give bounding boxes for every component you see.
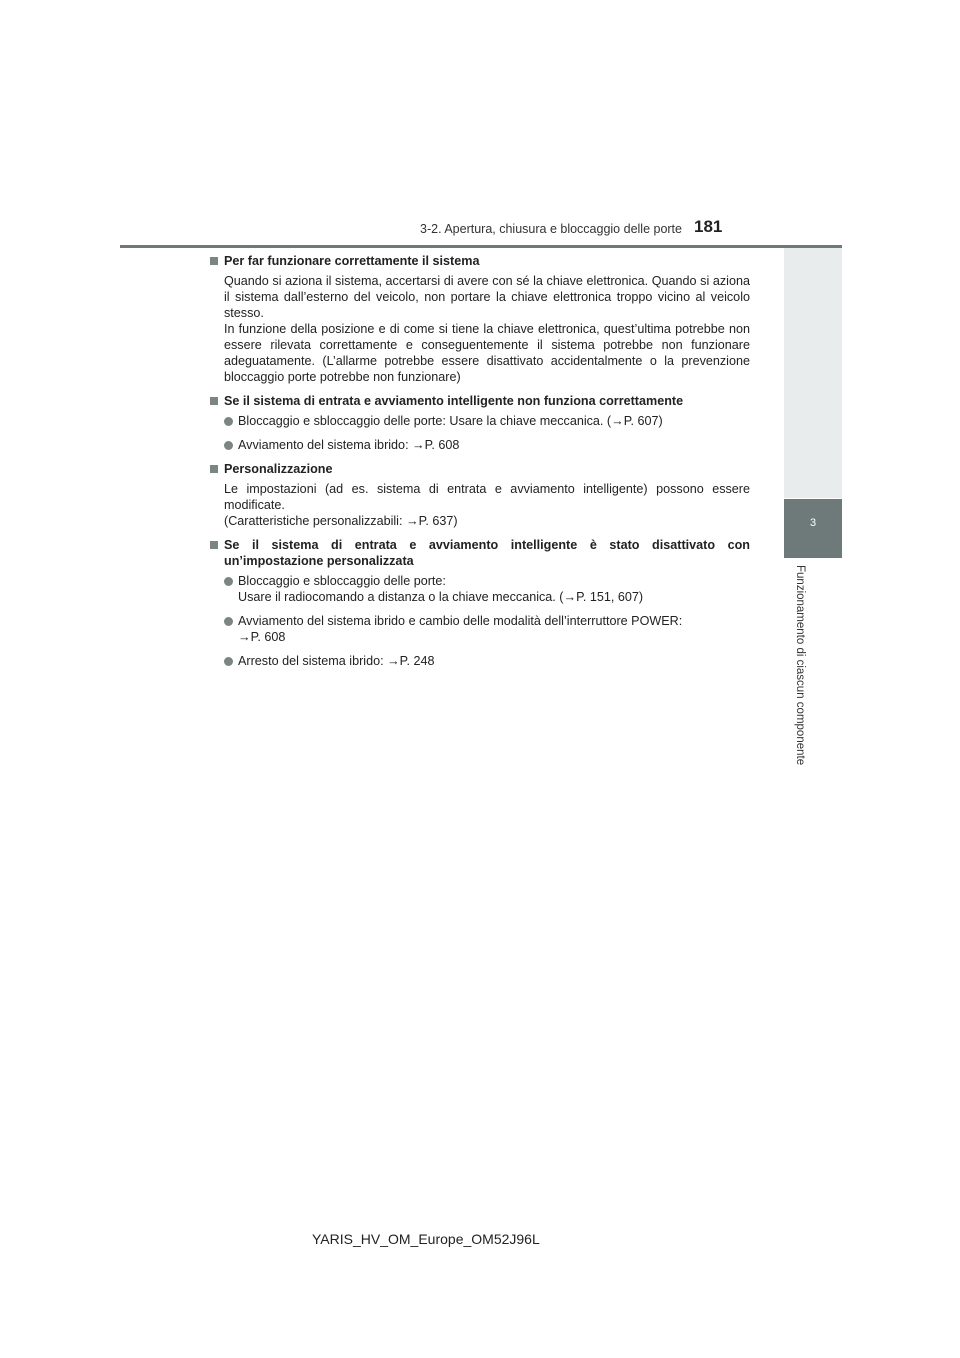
paragraph: Le impostazioni (ad es. sistema di entrata e avviamento intelligente) possono essere modificate. [224, 482, 750, 512]
bullet-dot-icon [224, 577, 233, 586]
header-rule [120, 245, 842, 248]
section-title: Se il sistema di entrata e avviamento intelligente è stato disattivato con un’impostazione personalizzata [224, 538, 750, 568]
bullet-text: Avviamento del sistema ibrido: →P. 608 [238, 438, 460, 452]
chapter-title: Funzionamento di ciascun componente [794, 565, 806, 766]
section-title: Se il sistema di entrata e avviamento intelligente non funziona correttamente [224, 394, 684, 408]
list-item [210, 613, 750, 645]
section-system-operation [210, 253, 750, 385]
section-customization [210, 461, 750, 529]
section-title: Personalizzazione [224, 462, 333, 476]
list-item [210, 413, 750, 429]
bullet-text: Usare il radiocomando a distanza o la chiave meccanica. (→P. 151, 607) [238, 590, 644, 604]
section-malfunction [210, 393, 750, 453]
bullet-dot-icon [224, 441, 233, 450]
paragraph: Quando si aziona il sistema, accertarsi di avere con sé la chiave elettronica. Quando si aziona il sistema dall’esterno del veicolo, non portare la chiave elettronica troppo vicino al veicolo stesso. [224, 274, 750, 320]
section-square-icon [210, 257, 218, 265]
header-section-title: 3-2. Apertura, chiusura e bloccaggio delle porte [420, 222, 682, 236]
section-square-icon [210, 465, 218, 473]
list-item [210, 573, 750, 605]
bullet-text: Bloccaggio e sbloccaggio delle porte: [238, 574, 446, 588]
paragraph: In funzione della posizione e di come si tiene la chiave elettronica, quest’ultima potrebbe non essere rilevata correttamente e conseguentemente il sistema potrebbe non funzionare adeguatamente. (L’allarme potrebbe essere disattivato accidentalmente o la prevenzione bloccaggio porte potrebbe non funzionare) [224, 322, 750, 384]
bullet-dot-icon [224, 617, 233, 626]
footer-document-code: YARIS_HV_OM_Europe_OM52J96L [312, 1231, 540, 1247]
bullet-dot-icon [224, 417, 233, 426]
list-item [210, 653, 750, 669]
bullet-text: →P. 608 [238, 630, 286, 644]
side-tab-background [784, 248, 842, 498]
list-item [210, 437, 750, 453]
chapter-tab[interactable] [784, 499, 842, 558]
page-number: 181 [694, 217, 723, 236]
paragraph: (Caratteristiche personalizzabili: →P. 637) [224, 514, 458, 528]
section-title: Per far funzionare correttamente il sistema [224, 254, 480, 268]
bullet-text: Bloccaggio e sbloccaggio delle porte: Usare la chiave meccanica. (→P. 607) [238, 414, 663, 428]
section-square-icon [210, 541, 218, 549]
bullet-dot-icon [224, 657, 233, 666]
main-content [210, 253, 750, 677]
chapter-number: 3 [809, 517, 817, 529]
section-square-icon [210, 397, 218, 405]
bullet-text: Arresto del sistema ibrido: →P. 248 [238, 654, 435, 668]
bullet-text: Avviamento del sistema ibrido e cambio delle modalità dell’interruttore POWER: [238, 614, 683, 628]
section-disabled-by-customization [210, 537, 750, 669]
